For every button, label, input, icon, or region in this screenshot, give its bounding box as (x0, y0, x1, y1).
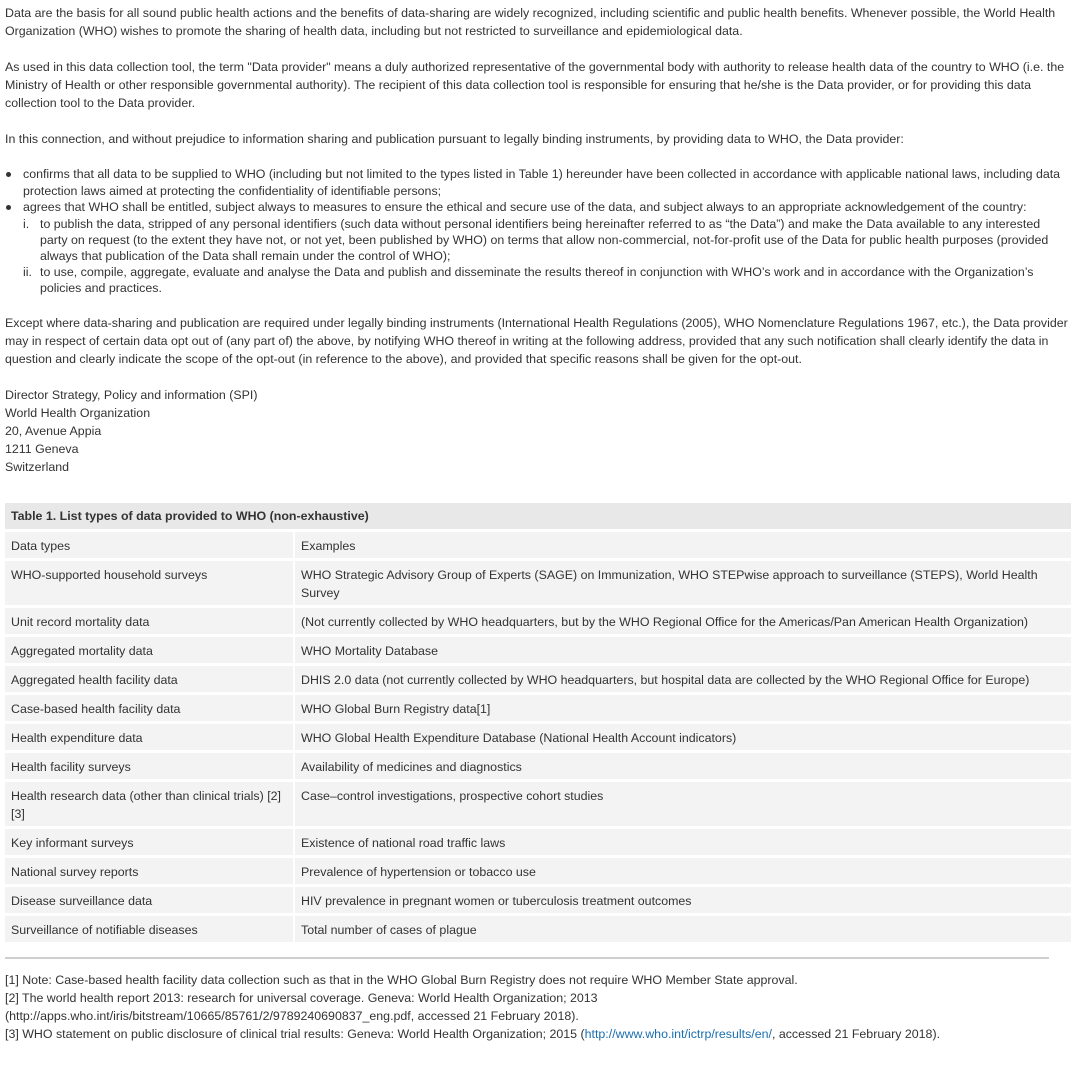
intro-paragraph-3: In this connection, and without prejudice to information sharing and publication pursuant to legally binding instruments, by providing data to WHO, the Data provider: (5, 132, 904, 146)
table-row (5, 695, 1071, 721)
data-type-cell: Aggregated health facility data (5, 666, 295, 692)
example-cell: WHO Global Burn Registry data[1] (295, 695, 1071, 721)
data-type-cell: Case-based health facility data (5, 695, 295, 721)
agreement-sublist (23, 216, 1071, 296)
column-header-examples: Examples (295, 532, 1071, 558)
address-line: Switzerland (5, 459, 70, 474)
example-cell: (Not currently collected by WHO headquarters, but by the WHO Regional Office for the Americas/Pan American Health Organization) (295, 608, 1071, 634)
footnote-3-suffix: , accessed 21 February 2018). (771, 1026, 941, 1041)
data-type-cell: Aggregated mortality data (5, 637, 295, 663)
intro-paragraph-1: Data are the basis for all sound public health actions and the benefits of data-sharing are widely recognized, including scientific and public health benefits. Whenever possible, the World Health Organization (WHO) wishes to promote the sharing of health data, including but not restricted to surveillance and epidemiological data. (5, 6, 1056, 38)
sublist-number: ii. (23, 264, 32, 279)
table-row (5, 637, 1071, 663)
address-line: Director Strategy, Policy and information (SPI) (5, 387, 258, 402)
footnote-divider (5, 957, 1049, 959)
sublist-text: to use, compile, aggregate, evaluate and analyse the Data and publish and disseminate the results thereof in conjunction with WHO’s work and in accordance with the Organization’s policies and practices. (40, 264, 1034, 295)
postal-address (5, 386, 1071, 476)
table-row (5, 829, 1071, 855)
table-header-row (5, 532, 1071, 558)
data-type-cell: Health facility surveys (5, 753, 295, 779)
opt-out-paragraph: Except where data-sharing and publication are required under legally binding instruments (International Health Regulations (2005), WHO Nomenclature Regulations 1967, etc.), the Data provider may in respect of certain data opt out of (any part of) the above, by notifying WHO thereof in writing at the following address, provided that any such notification shall clearly identify the data in question and clearly indicate the scope of the opt-out (in reference to the above), and provided that specific reasons shall be given for the opt-out. (5, 315, 1068, 366)
table-row (5, 666, 1071, 692)
example-cell: WHO Global Health Expenditure Database (National Health Account indicators) (295, 724, 1071, 750)
table-row (5, 782, 1071, 826)
example-cell: WHO Mortality Database (295, 637, 1071, 663)
bullet-text-confirms: confirms that all data to be supplied to WHO (including but not limited to the types listed in Table 1) hereunder have been collected in accordance with applicable national laws, including data protection laws aimed at protecting the confidentiality of identifiable persons; (23, 167, 1061, 198)
example-cell: DHIS 2.0 data (not currently collected by WHO headquarters, but hospital data are collected by the WHO Regional Office for Europe) (295, 666, 1071, 692)
data-type-cell: Disease surveillance data (5, 887, 295, 913)
data-type-cell: WHO-supported household surveys (5, 561, 295, 605)
data-type-cell: National survey reports (5, 858, 295, 884)
sublist-item (23, 216, 1071, 264)
footnote-2: [2] The world health report 2013: research for universal coverage. Geneva: World Health Organization; 2013 (5, 990, 598, 1005)
example-cell: HIV prevalence in pregnant women or tuberculosis treatment outcomes (295, 887, 1071, 913)
sublist-number: i. (23, 216, 30, 231)
intro-paragraph-2: As used in this data collection tool, the term "Data provider" means a duly authorized representative of the governmental body with authority to release health data of the country to WHO (i.e. the Ministry of Health or other responsible governmental authority). The recipient of this data collection tool is responsible for ensuring that he/she is the Data provider, or for providing this data collection tool to the Data provider. (5, 60, 1065, 110)
example-cell: Availability of medicines and diagnostics (295, 753, 1071, 779)
table-row (5, 724, 1071, 750)
address-line: 20, Avenue Appia (5, 423, 102, 438)
data-types-table (5, 500, 1071, 945)
footnote-3 (5, 1025, 1071, 1043)
example-cell: Prevalence of hypertension or tobacco use (295, 858, 1071, 884)
list-item (5, 199, 1071, 296)
table-row (5, 887, 1071, 913)
sublist-item (23, 264, 1071, 296)
list-item (5, 166, 1071, 199)
table-row (5, 858, 1071, 884)
example-cell: Total number of cases of plague (295, 916, 1071, 942)
data-type-cell: Unit record mortality data (5, 608, 295, 634)
footnotes (5, 971, 1071, 1043)
table-row (5, 916, 1071, 942)
example-cell: WHO Strategic Advisory Group of Experts (SAGE) on Immunization, WHO STEPwise approach to surveillance (STEPS), World Health Survey (295, 561, 1071, 605)
table-caption: Table 1. List types of data provided to WHO (non-exhaustive) (5, 503, 1071, 529)
data-type-cell: Surveillance of notifiable diseases (5, 916, 295, 942)
footnote-1: [1] Note: Case-based health facility data collection such as that in the WHO Global Burn Registry does not require WHO Member State approval. (5, 972, 798, 987)
table-row (5, 561, 1071, 605)
provider-obligations-list (5, 166, 1071, 296)
data-type-cell: Key informant surveys (5, 829, 295, 855)
column-header-data-types: Data types (5, 532, 295, 558)
address-line: 1211 Geneva (5, 441, 79, 456)
address-line: World Health Organization (5, 405, 151, 420)
footnote-3-text: [3] WHO statement on public disclosure of clinical trial results: Geneva: World Health Organization; 2015 ( (5, 1026, 585, 1041)
footnote-3-link[interactable]: http://www.who.int/ictrp/results/en/ (584, 1026, 772, 1041)
example-cell: Case–control investigations, prospective cohort studies (295, 782, 1071, 826)
table-row (5, 608, 1071, 634)
sublist-text: to publish the data, stripped of any personal identifiers (such data without personal identifiers being hereinafter referred to as “the Data”) and make the Data available to any interested party on request (to the extent they have not, or not yet, been published by WHO) on terms that allow non-commercial, not-for-profit use of the Data for public health purposes (provided always that publication of the Data shall remain under the control of WHO); (40, 216, 1049, 263)
data-type-cell: Health research data (other than clinical trials) [2] [3] (5, 782, 295, 826)
example-cell: Existence of national road traffic laws (295, 829, 1071, 855)
table-row (5, 753, 1071, 779)
data-type-cell: Health expenditure data (5, 724, 295, 750)
footnote-2-url: (http://apps.who.int/iris/bitstream/10665/85761/2/9789240690837_eng.pdf, accessed 21 February 2018). (5, 1008, 579, 1023)
bullet-text-agrees: agrees that WHO shall be entitled, subject always to measures to ensure the ethical and secure use of the data, and subject always to an appropriate acknowledgement of the country: (23, 200, 1027, 214)
